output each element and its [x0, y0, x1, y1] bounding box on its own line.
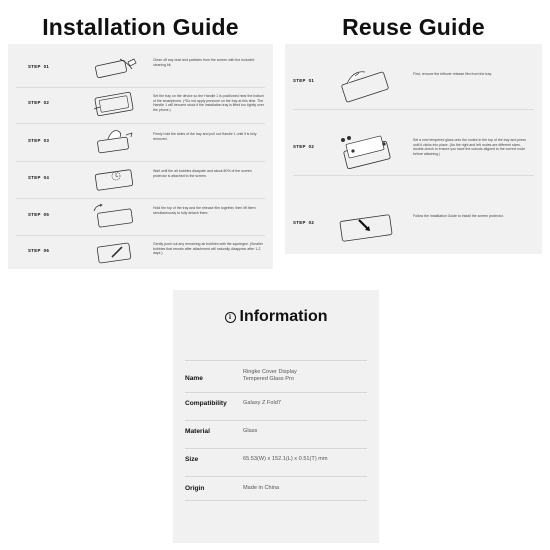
lift-tray-illustration	[90, 201, 140, 231]
information-title-text: Information	[239, 308, 328, 325]
squeegee-illustration	[90, 237, 140, 267]
install-step-3	[8, 124, 273, 160]
info-value-name: Ringke Cover Display Tempered Glass Pro	[243, 369, 297, 382]
install-step-2-label: STEP 02	[28, 100, 50, 105]
info-value-compatibility: Galaxy Z Fold7	[243, 400, 281, 406]
install-step-6	[8, 234, 273, 270]
install-step-3-label: STEP 03	[28, 138, 50, 143]
install-step-1-text: Clean off any dust and particles from the screen with the included cleaning kit.	[153, 58, 255, 67]
reuse-step-3-text: Follow the Installation Guide to install the screen protector.	[413, 214, 504, 218]
install-step-6-text: Gently push out any remaining air bubbles with the squeegee. (Smaller bubbles that remain after attachment will naturally disappear after 1-2 days.)	[153, 242, 263, 256]
reuse-step-1-text: First, remove the leftover release film from the tray.	[413, 72, 492, 76]
install-step-1-label: STEP 01	[28, 64, 50, 69]
install-step-4-label: STEP 04	[28, 175, 50, 180]
reuse-guide-title: Reuse Guide	[342, 14, 485, 40]
reuse-guide-panel	[285, 44, 542, 254]
install-step-1	[8, 50, 273, 86]
info-value-size: 65.53(W) x 152.1(L) x 0.51(T) mm	[243, 456, 328, 462]
installation-guide-panel	[8, 44, 273, 269]
reuse-step-2-label: STEP 02	[293, 144, 315, 149]
info-label-size: Size	[185, 456, 199, 463]
info-label-material: Material	[185, 428, 210, 435]
reuse-step-2	[285, 130, 542, 174]
tray-on-phone-illustration	[90, 89, 140, 119]
pull-handle-illustration	[90, 127, 140, 157]
install-step-4	[8, 161, 273, 197]
information-title	[173, 308, 379, 326]
install-step-4-text: Wait until the air bubbles dissipate and about 80% of the screen protector is attached to the screen.	[153, 169, 252, 178]
install-step-5-text: Hold the top of the tray and the release film together, then lift them simultaneously to fully detach them.	[153, 206, 256, 215]
install-step-2	[8, 86, 273, 122]
info-value-origin: Made in China	[243, 485, 280, 491]
info-label-compatibility: Compatibility	[185, 400, 227, 407]
install-step-5-label: STEP 05	[28, 212, 50, 217]
reuse-step-3	[285, 206, 542, 250]
info-label-name: Name	[185, 375, 203, 382]
installation-guide-title: Installation Guide	[42, 14, 239, 40]
info-icon: i	[225, 312, 236, 323]
reuse-step-1	[285, 64, 542, 108]
info-value-material: Glass	[243, 428, 258, 434]
reuse-step-2-text: Set a new tempered glass onto the nodes in the top of the tray and press until it clicks into place. (As the right and left nodes are different sizes, double-check to ensure you have the cutouts aligned to the correct node before attaching.)	[413, 138, 526, 156]
reuse-step-1-label: STEP 01	[293, 78, 315, 83]
set-new-glass-illustration	[335, 132, 397, 170]
install-step-3-text: Firmly hold the sides of the tray and pull out Handle 1 until it is fully removed.	[153, 132, 257, 141]
reuse-step-3-label: STEP 02	[293, 220, 315, 225]
phone-cleaning-illustration	[90, 53, 140, 83]
install-step-2-text: Set the tray on the device so the Handle 1 is positioned near the bottom of the smartphone. (*Do not apply pressure on the tray at this time. The Handle 1 will become stuck if the installation tray is lifted too tightly over the phone.)	[153, 94, 265, 112]
info-label-origin: Origin	[185, 485, 205, 492]
wait-bubbles-illustration	[90, 164, 140, 194]
information-panel	[173, 290, 379, 543]
install-step-5	[8, 198, 273, 234]
install-step-6-label: STEP 06	[28, 248, 50, 253]
remove-film-illustration	[335, 66, 397, 104]
follow-guide-illustration	[335, 208, 397, 246]
